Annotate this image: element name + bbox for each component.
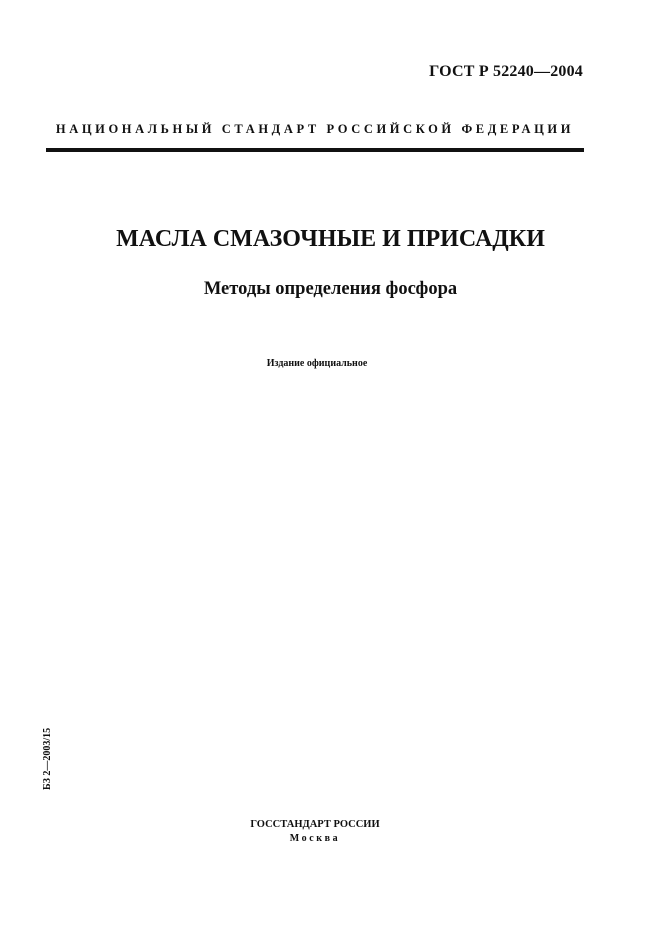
publisher-name: ГОССТАНДАРТ РОССИИ [250, 819, 380, 830]
publisher-city: Москва [289, 833, 341, 844]
standard-header: НАЦИОНАЛЬНЫЙ СТАНДАРТ РОССИЙСКОЙ ФЕДЕРАЦИИ [55, 122, 575, 136]
page-subtitle: Методы определения фосфора [203, 279, 458, 299]
header-divider [46, 148, 584, 152]
edition-note: Издание официальное [266, 358, 368, 369]
document-number: ГОСТ Р 52240—2004 [429, 63, 583, 80]
page-title: МАСЛА СМАЗОЧНЫЕ И ПРИСАДКИ [116, 226, 545, 252]
side-catalog-code: БЗ 2—2003/15 [42, 727, 53, 790]
